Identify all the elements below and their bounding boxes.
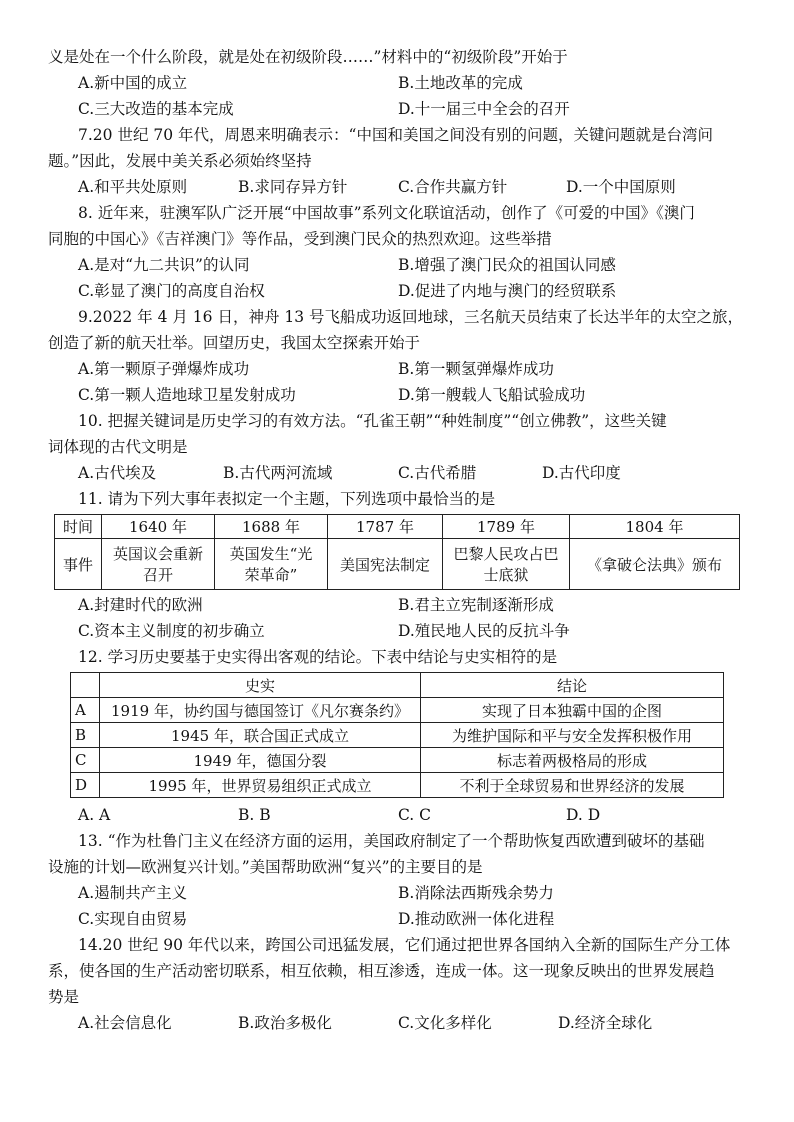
q10-stem-line1: 10. 把握关键词是历史学习的有效方法。“孔雀王朝”“种姓制度”“创立佛教”，这些关键 xyxy=(78,412,667,430)
q11-row-head-event: 事件 xyxy=(55,539,102,590)
q7-option-a[interactable]: A.和平共处原则 xyxy=(78,178,188,196)
q11-timeline-table xyxy=(54,514,740,590)
q8-option-d[interactable]: D.促进了内地与澳门的经贸联系 xyxy=(398,282,617,300)
q11-year: 1804 年 xyxy=(570,515,740,539)
q12-fact-table xyxy=(70,672,724,798)
q11-option-c[interactable]: C.资本主义制度的初步确立 xyxy=(78,622,265,640)
q11-option-b[interactable]: B.君主立宪制逐渐形成 xyxy=(398,596,554,614)
q8-option-c[interactable]: C.彰显了澳门的高度自治权 xyxy=(78,282,265,300)
q12-option-d[interactable]: D. D xyxy=(566,806,601,824)
q12-header-conclusion: 结论 xyxy=(421,673,724,698)
q14-option-b[interactable]: B.政治多极化 xyxy=(238,1014,332,1032)
q12-row-fact: 1949 年，德国分裂 xyxy=(100,748,421,773)
q11-event xyxy=(102,539,215,590)
q12-option-a[interactable]: A. A xyxy=(78,806,111,824)
q11-year: 1789 年 xyxy=(443,515,570,539)
q12-row-conclusion: 实现了日本独霸中国的企图 xyxy=(421,698,724,723)
q12-row-conclusion: 标志着两极格局的形成 xyxy=(421,748,724,773)
q11-event-line: 荣革命” xyxy=(244,566,298,584)
q9-stem-line2: 创造了新的航天壮举。回望历史，我国太空探索开始于 xyxy=(48,334,421,352)
q7-stem-line2: 题。”因此，发展中美关系必须始终坚持 xyxy=(48,152,312,170)
q12-row-fact: 1945 年，联合国正式成立 xyxy=(100,723,421,748)
q11-row-head-time: 时间 xyxy=(55,515,102,539)
q14-option-c[interactable]: C.文化多样化 xyxy=(398,1014,492,1032)
q8-option-b[interactable]: B.增强了澳门民众的祖国认同感 xyxy=(398,256,616,274)
q12-header-blank xyxy=(71,673,100,698)
q12-option-c[interactable]: C. C xyxy=(398,806,432,824)
q8-stem-line1: 8. 近年来，驻澳军队广泛开展“中国故事”系列文化联谊活动，创作了《可爱的中国》《澳门 xyxy=(78,204,695,222)
q14-stem-line1: 14.20 世纪 90 年代以来，跨国公司迅猛发展，它们通过把世界各国纳入全新的国际生产分工体 xyxy=(78,936,731,954)
q11-event-line: 召开 xyxy=(142,566,173,584)
q11-event xyxy=(443,539,570,590)
q9-option-b[interactable]: B.第一颗氢弹爆炸成功 xyxy=(398,360,554,378)
q7-option-d[interactable]: D.一个中国原则 xyxy=(566,178,676,196)
q12-stem: 12. 学习历史要基于史实得出客观的结论。下表中结论与史实相符的是 xyxy=(78,648,558,666)
q13-stem-line2: 设施的计划—欧洲复兴计划。”美国帮助欧洲“复兴”的主要目的是 xyxy=(48,858,483,876)
q11-stem: 11. 请为下列大事年表拟定一个主题，下列选项中最恰当的是 xyxy=(78,490,496,508)
q12-row-fact: 1995 年，世界贸易组织正式成立 xyxy=(100,773,421,798)
q12-row-label: A xyxy=(71,698,100,723)
q11-year: 1688 年 xyxy=(215,515,328,539)
q13-option-d[interactable]: D.推动欧洲一体化进程 xyxy=(398,910,555,928)
q9-option-a[interactable]: A.第一颗原子弹爆炸成功 xyxy=(78,360,250,378)
q6-option-d[interactable]: D.十一届三中全会的召开 xyxy=(398,100,570,118)
q13-option-c[interactable]: C.实现自由贸易 xyxy=(78,910,188,928)
q7-option-b[interactable]: B.求同存异方针 xyxy=(238,178,348,196)
q11-event-line: 英国发生“光 xyxy=(229,545,313,563)
q12-row-label: B xyxy=(71,723,100,748)
q6-option-a[interactable]: A.新中国的成立 xyxy=(78,74,188,92)
q11-event-line: 士底狱 xyxy=(483,566,529,584)
q11-event xyxy=(215,539,328,590)
q9-option-c[interactable]: C.第一颗人造地球卫星发射成功 xyxy=(78,386,296,404)
q11-event xyxy=(328,539,443,590)
q13-option-a[interactable]: A.遏制共产主义 xyxy=(78,884,188,902)
q8-stem-line2: 同胞的中国心》《吉祥澳门》等作品，受到澳门民众的热烈欢迎。这些举措 xyxy=(48,230,552,248)
q12-header-facts: 史实 xyxy=(100,673,421,698)
q12-row-conclusion: 为维护国际和平与安全发挥积极作用 xyxy=(421,723,724,748)
q12-option-b[interactable]: B. B xyxy=(238,806,271,824)
q12-row-label: C xyxy=(71,748,100,773)
q10-option-c[interactable]: C.古代希腊 xyxy=(398,464,477,482)
q7-option-c[interactable]: C.合作共赢方针 xyxy=(398,178,508,196)
q6-option-b[interactable]: B.土地改革的完成 xyxy=(398,74,523,92)
q11-event-line: 美国宪法制定 xyxy=(339,555,430,574)
q14-stem-line3: 势是 xyxy=(48,988,80,1006)
q10-stem-line2: 词体现的古代文明是 xyxy=(48,438,188,456)
q6-stem: 义是处在一个什么阶段，就是处在初级阶段……”材料中的“初级阶段”开始于 xyxy=(48,48,568,66)
q11-event xyxy=(570,539,740,590)
q12-row-conclusion: 不利于全球贸易和世界经济的发展 xyxy=(421,773,724,798)
q10-option-a[interactable]: A.古代埃及 xyxy=(78,464,157,482)
q11-year: 1787 年 xyxy=(328,515,443,539)
q14-option-a[interactable]: A.社会信息化 xyxy=(78,1014,172,1032)
q10-option-d[interactable]: D.古代印度 xyxy=(542,464,621,482)
q9-option-d[interactable]: D.第一艘载人飞船试验成功 xyxy=(398,386,586,404)
q14-option-d[interactable]: D.经济全球化 xyxy=(558,1014,653,1032)
q13-stem-line1: 13. “作为杜鲁门主义在经济方面的运用，美国政府制定了一个帮助恢复西欧遭到破坏的基础 xyxy=(78,832,705,850)
q9-stem-line1: 9.2022 年 4 月 16 日，神舟 13 号飞船成功返回地球，三名航天员结束了长达半年的太空之旅， xyxy=(78,308,744,326)
q12-row-label: D xyxy=(71,773,100,798)
q11-option-d[interactable]: D.殖民地人民的反抗斗争 xyxy=(398,622,570,640)
q11-event-line: 英国议会重新 xyxy=(112,545,203,563)
q11-option-a[interactable]: A.封建时代的欧洲 xyxy=(78,596,203,614)
q11-year: 1640 年 xyxy=(102,515,215,539)
q7-stem-line1: 7.20 世纪 70 年代，周恩来明确表示：“中国和美国之间没有别的问题，关键问题就是台湾问 xyxy=(78,126,713,144)
q12-row-fact: 1919 年，协约国与德国签订《凡尔赛条约》 xyxy=(100,698,421,723)
q8-option-a[interactable]: A.是对“九二共识”的认同 xyxy=(78,256,250,274)
q11-event-line: 《拿破仑法典》颁布 xyxy=(586,555,722,574)
q10-option-b[interactable]: B.古代两河流域 xyxy=(223,464,333,482)
q14-stem-line2: 系，使各国的生产活动密切联系，相互依赖，相互渗透，连成一体。这一现象反映出的世界发展趋 xyxy=(48,962,715,980)
q13-option-b[interactable]: B.消除法西斯残余势力 xyxy=(398,884,554,902)
q6-option-c[interactable]: C.三大改造的基本完成 xyxy=(78,100,234,118)
q11-event-line: 巴黎人民攻占巴 xyxy=(453,545,559,563)
